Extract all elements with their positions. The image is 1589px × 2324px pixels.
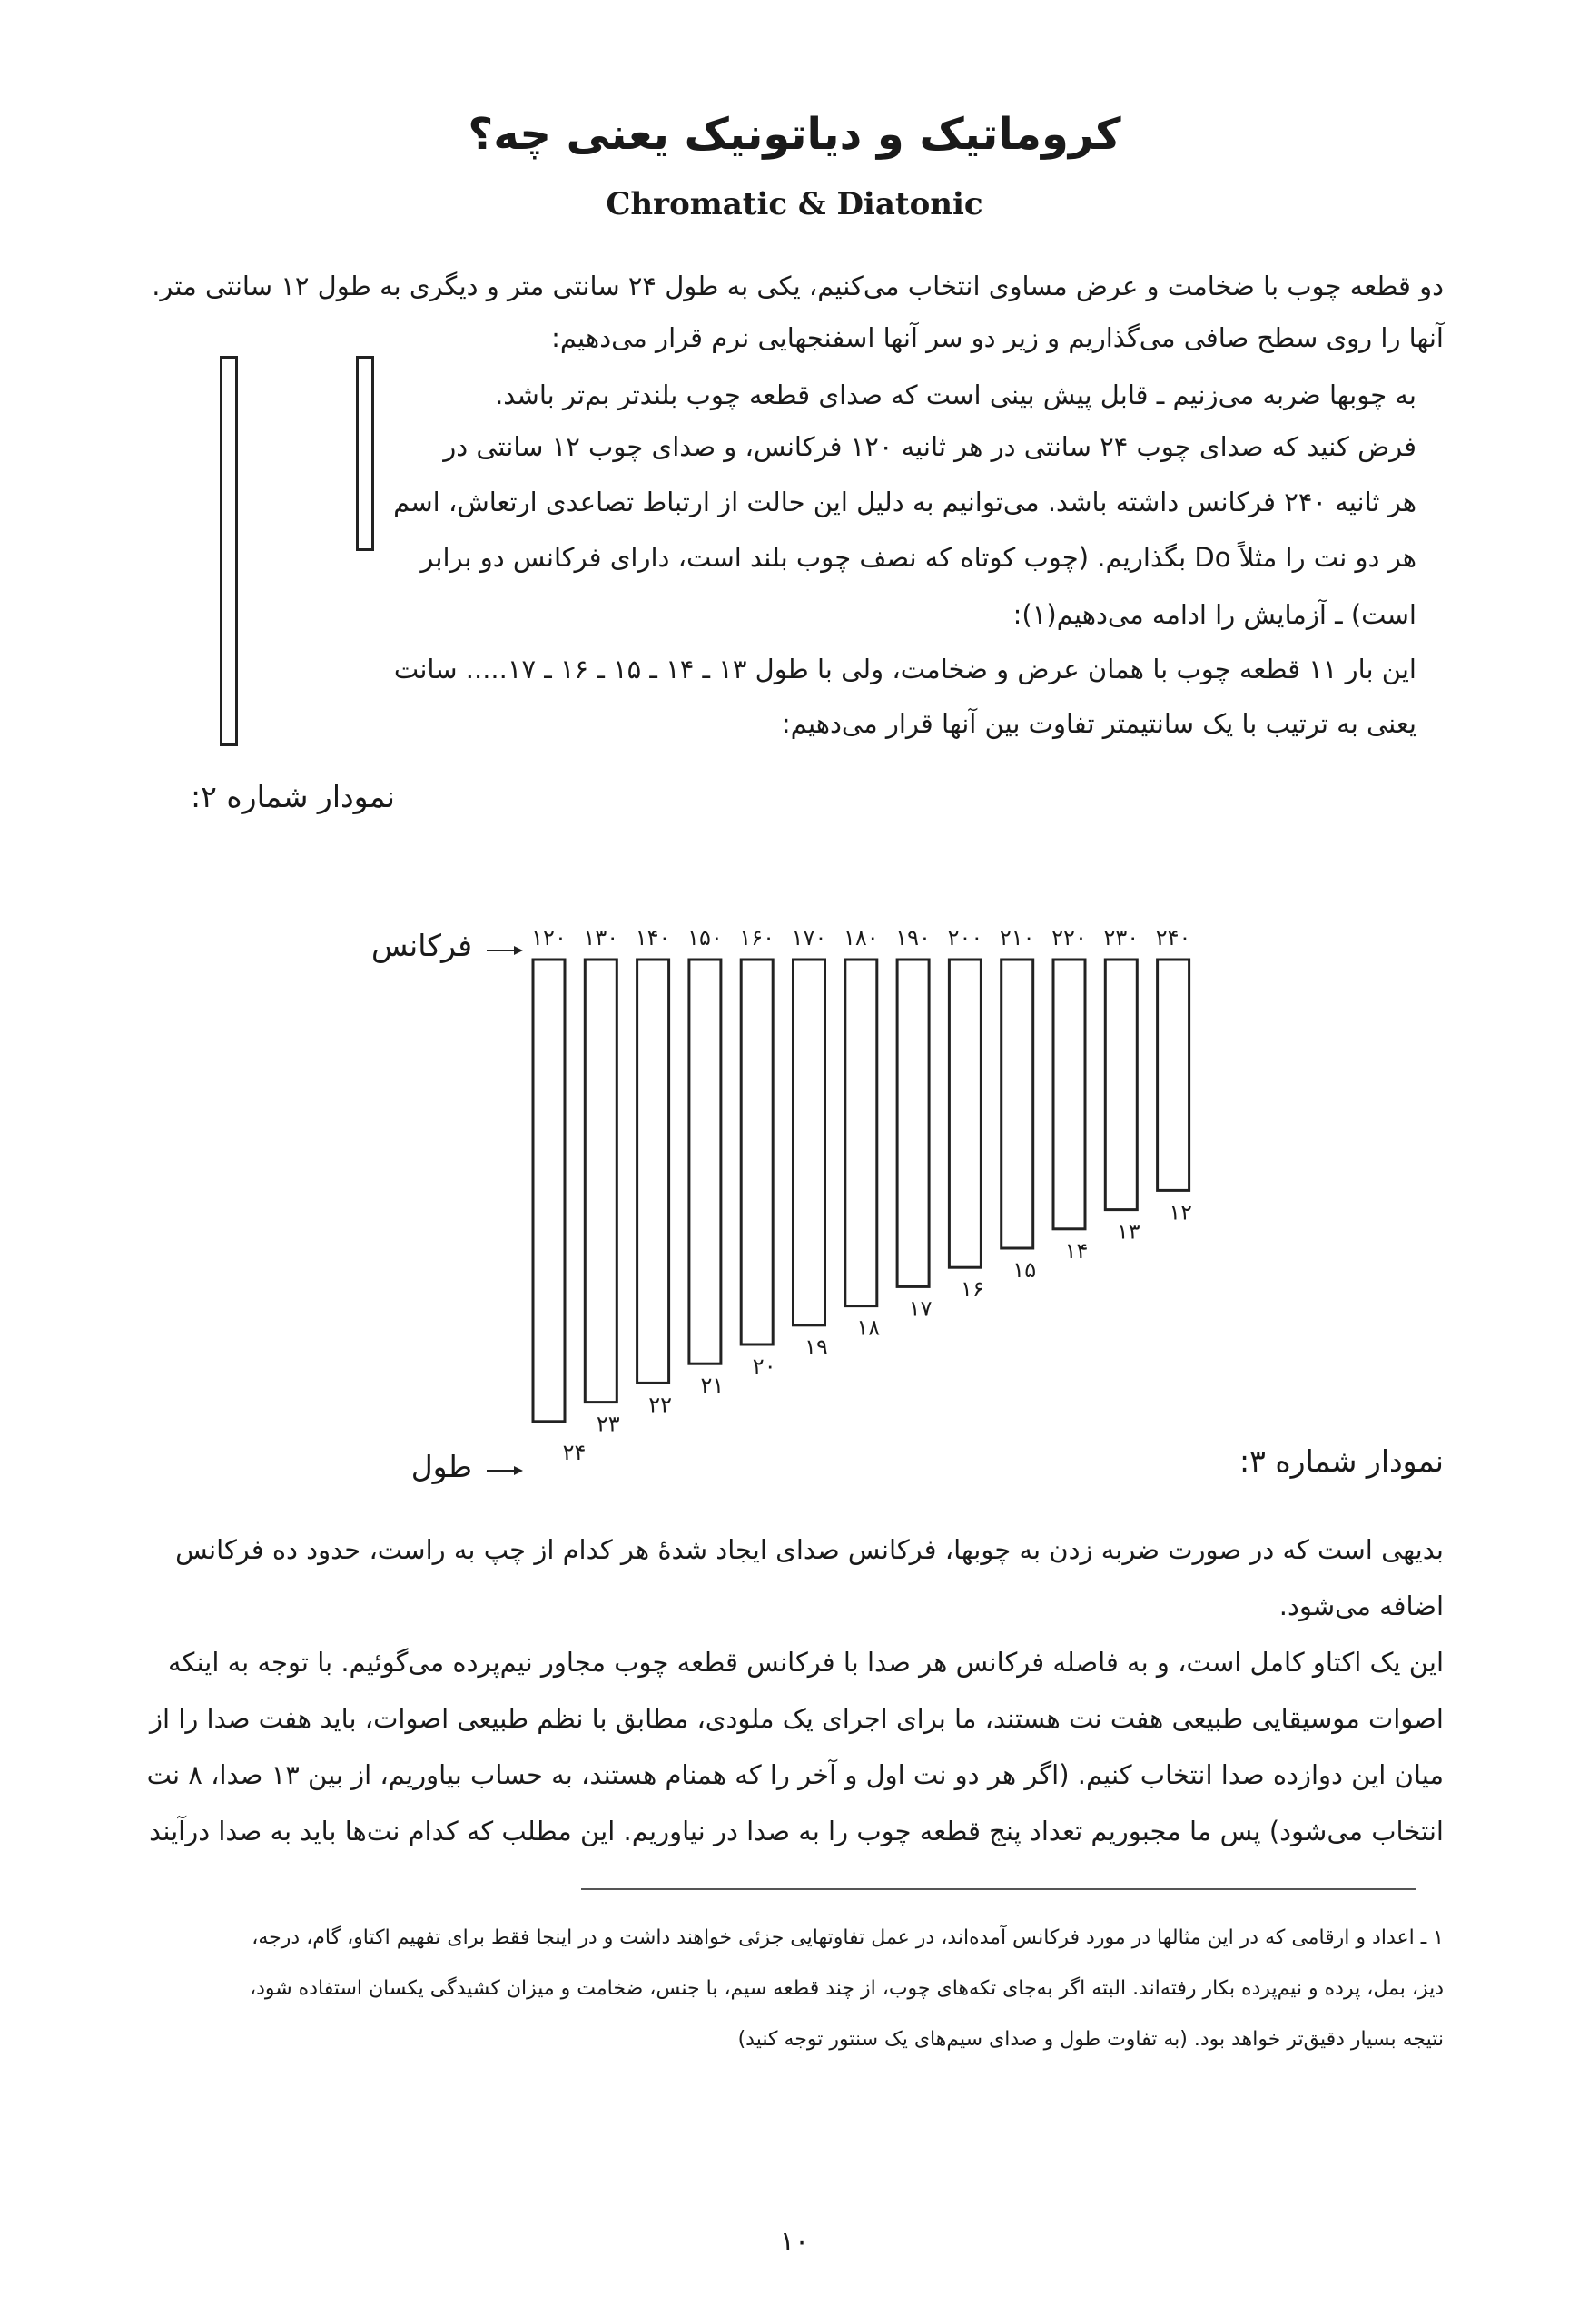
footnote-line: نتیجه بسیار دقیق‌تر خواهد بود. (به تفاوت طول و صدای سیم‌های یک سنتور توجه کنید): [737, 2028, 1444, 2051]
length-bar: [637, 960, 669, 1383]
length-bar: [1105, 960, 1137, 1210]
length-bar: [1053, 960, 1085, 1229]
frequency-axis-label: فرکانس: [370, 928, 472, 963]
length-bar: [741, 960, 773, 1344]
figure3-caption: نمودار شماره ۳:: [1239, 1443, 1444, 1479]
intro-line: است) ـ آزمایش را ادامه می‌دهیم(۱):: [1012, 599, 1416, 630]
frequency-tick-label: ۱۵۰: [687, 925, 723, 950]
length-data-label: ۲۲: [648, 1392, 672, 1418]
length-data-label: ۱۲: [1169, 1199, 1192, 1226]
length-bar: [1002, 960, 1033, 1248]
length-bar: [689, 960, 721, 1364]
length-data-label: ۱۳: [1116, 1218, 1140, 1245]
body-line: انتخاب می‌شود) پس ما مجبوریم تعداد پنج قطعه چوب را به صدا در نیاوریم. این مطلب که کدام نت‌ها باید به صدا درآیند: [149, 1816, 1444, 1846]
intro-line: فرض کنید که صدای چوب ۲۴ سانتی در هر ثانیه ۱۲۰ فرکانس، و صدای چوب ۱۲ سانتی در: [443, 431, 1416, 462]
frequency-tick-label: ۲۱۰: [999, 925, 1035, 950]
body-line: بدیهی است که در صورت ضربه زدن به چوبها، فرکانس صدای ایجاد شدهٔ هر کدام از چپ به راست، حدود ده فرکانس: [175, 1534, 1444, 1565]
length-data-label: ۲۰: [752, 1354, 776, 1379]
frequency-tick-label: ۲۳۰: [1103, 925, 1140, 950]
frequency-tick-label: ۲۴۰: [1155, 925, 1191, 950]
length-arrowhead-icon: [514, 1466, 523, 1475]
length-bar: [897, 960, 929, 1286]
body-line: این یک اکتاو کامل است، و به فاصله فرکانس هر صدا با فرکانس قطعه چوب مجاور نیم‌پرده می‌گوئیم. با توجه به اینکه: [167, 1647, 1444, 1678]
length-data-label: ۲۳: [596, 1411, 620, 1437]
length-bar: [1158, 960, 1189, 1190]
length-data-label: ۱۷: [908, 1295, 933, 1322]
intro-line: دو قطعه چوب با ضخامت و عرض مساوی انتخاب می‌کنیم، یکی به طول ۲۴ سانتی متر و دیگری به طول ۱۲ سانتی متر.: [152, 271, 1444, 301]
length-bar: [949, 960, 981, 1267]
frequency-tick-label: ۱۷۰: [791, 925, 827, 950]
intro-line: هر ثانیه ۲۴۰ فرکانس داشته باشد. می‌توانیم به دلیل این حالت از ارتباط تصاعدی ارتعاش، اسم: [393, 487, 1416, 517]
length-data-label: ۱۹: [804, 1334, 828, 1360]
frequency-tick-label: ۲۰۰: [947, 925, 983, 950]
body-line: اضافه می‌شود.: [1278, 1590, 1444, 1621]
frequency-tick-label: ۱۴۰: [635, 925, 671, 950]
footnote-divider: [581, 1888, 1416, 1890]
length-data-label: ۱۴: [1064, 1237, 1089, 1264]
body-line: میان این دوازده صدا انتخاب کنیم. (اگر هر دو نت اول و آخر را که همنام هستند، به حساب بیاوریم، از بین ۱۳ صدا، ۸ نت: [146, 1759, 1444, 1790]
footnote-line: ۱ ـ اعداد و ارقامی که در این مثالها در مورد فرکانس آمده‌اند، در عمل تفاوتهایی جزئی خواهند داشت و در اینجا فقط برای تفهیم اکتاو، گام، درجه،: [252, 1926, 1444, 1949]
length-axis-label: طول: [410, 1449, 472, 1484]
page-subtitle: Chromatic & Diatonic: [606, 186, 983, 222]
length-bar: [794, 960, 825, 1325]
intro-line: آنها را روی سطح صافی می‌گذاریم و زیر دو سر آنها اسفنجهایی نرم قرار می‌دهیم:: [551, 322, 1444, 353]
figure2-caption: نمودار شماره ۲:: [191, 779, 395, 814]
page-number: ۱۰: [779, 2226, 810, 2258]
frequency-tick-label: ۱۹۰: [895, 925, 931, 950]
intro-line: یعنی به ترتیب با یک سانتیمتر تفاوت بین آنها قرار می‌دهیم:: [781, 708, 1416, 739]
frequency-tick-label: ۱۲۰: [531, 925, 567, 950]
length-data-label: ۱۵: [1012, 1257, 1037, 1283]
frequency-arrowhead-icon: [514, 946, 523, 955]
length-bar: [845, 960, 877, 1306]
frequency-tick-label: ۱۶۰: [739, 925, 775, 950]
frequency-tick-label: ۱۸۰: [843, 925, 879, 950]
body-line: اصوات موسیقایی طبیعی هفت نت هستند، ما برای اجرای یک ملودی، مطابق با نظم طبیعی اصوات، باید هفت صدا را از: [149, 1703, 1444, 1734]
length-data-label: ۲۴: [562, 1439, 587, 1465]
length-bar: [533, 960, 565, 1422]
length-data-label: ۱۶: [961, 1276, 984, 1303]
frequency-tick-label: ۱۳۰: [583, 925, 619, 950]
footnote-line: دیز، بمل، پرده و نیم‌پرده بکار رفته‌اند. البته اگر به‌جای تکه‌های چوب، از چند قطعه سیم، با جنس، ضخامت و میزان کشیدگی یکسان استفاده شود،: [249, 1977, 1444, 2000]
length-data-label: ۲۱: [700, 1373, 725, 1399]
length-data-label: ۱۸: [856, 1315, 881, 1341]
page-title: کروماتیک و دیاتونیک یعنی چه؟: [468, 109, 1121, 160]
intro-line: این بار ۱۱ قطعه چوب با همان عرض و ضخامت، ولی با طول ۱۳ ـ ۱۴ ـ ۱۵ ـ ۱۶ ـ ۱۷..... سانت: [393, 654, 1416, 684]
intro-line: به چوبها ضربه می‌زنیم ـ قابل پیش بینی است که صدای قطعه چوب بلندتر بم‌تر باشد.: [495, 379, 1416, 410]
frequency-tick-label: ۲۲۰: [1051, 925, 1087, 950]
length-bar: [585, 960, 617, 1403]
intro-line: هر دو نت را مثلاً Do بگذاریم. (چوب کوتاه که نصف چوب بلند است، دارای فرکانس دو برابر: [420, 542, 1416, 573]
